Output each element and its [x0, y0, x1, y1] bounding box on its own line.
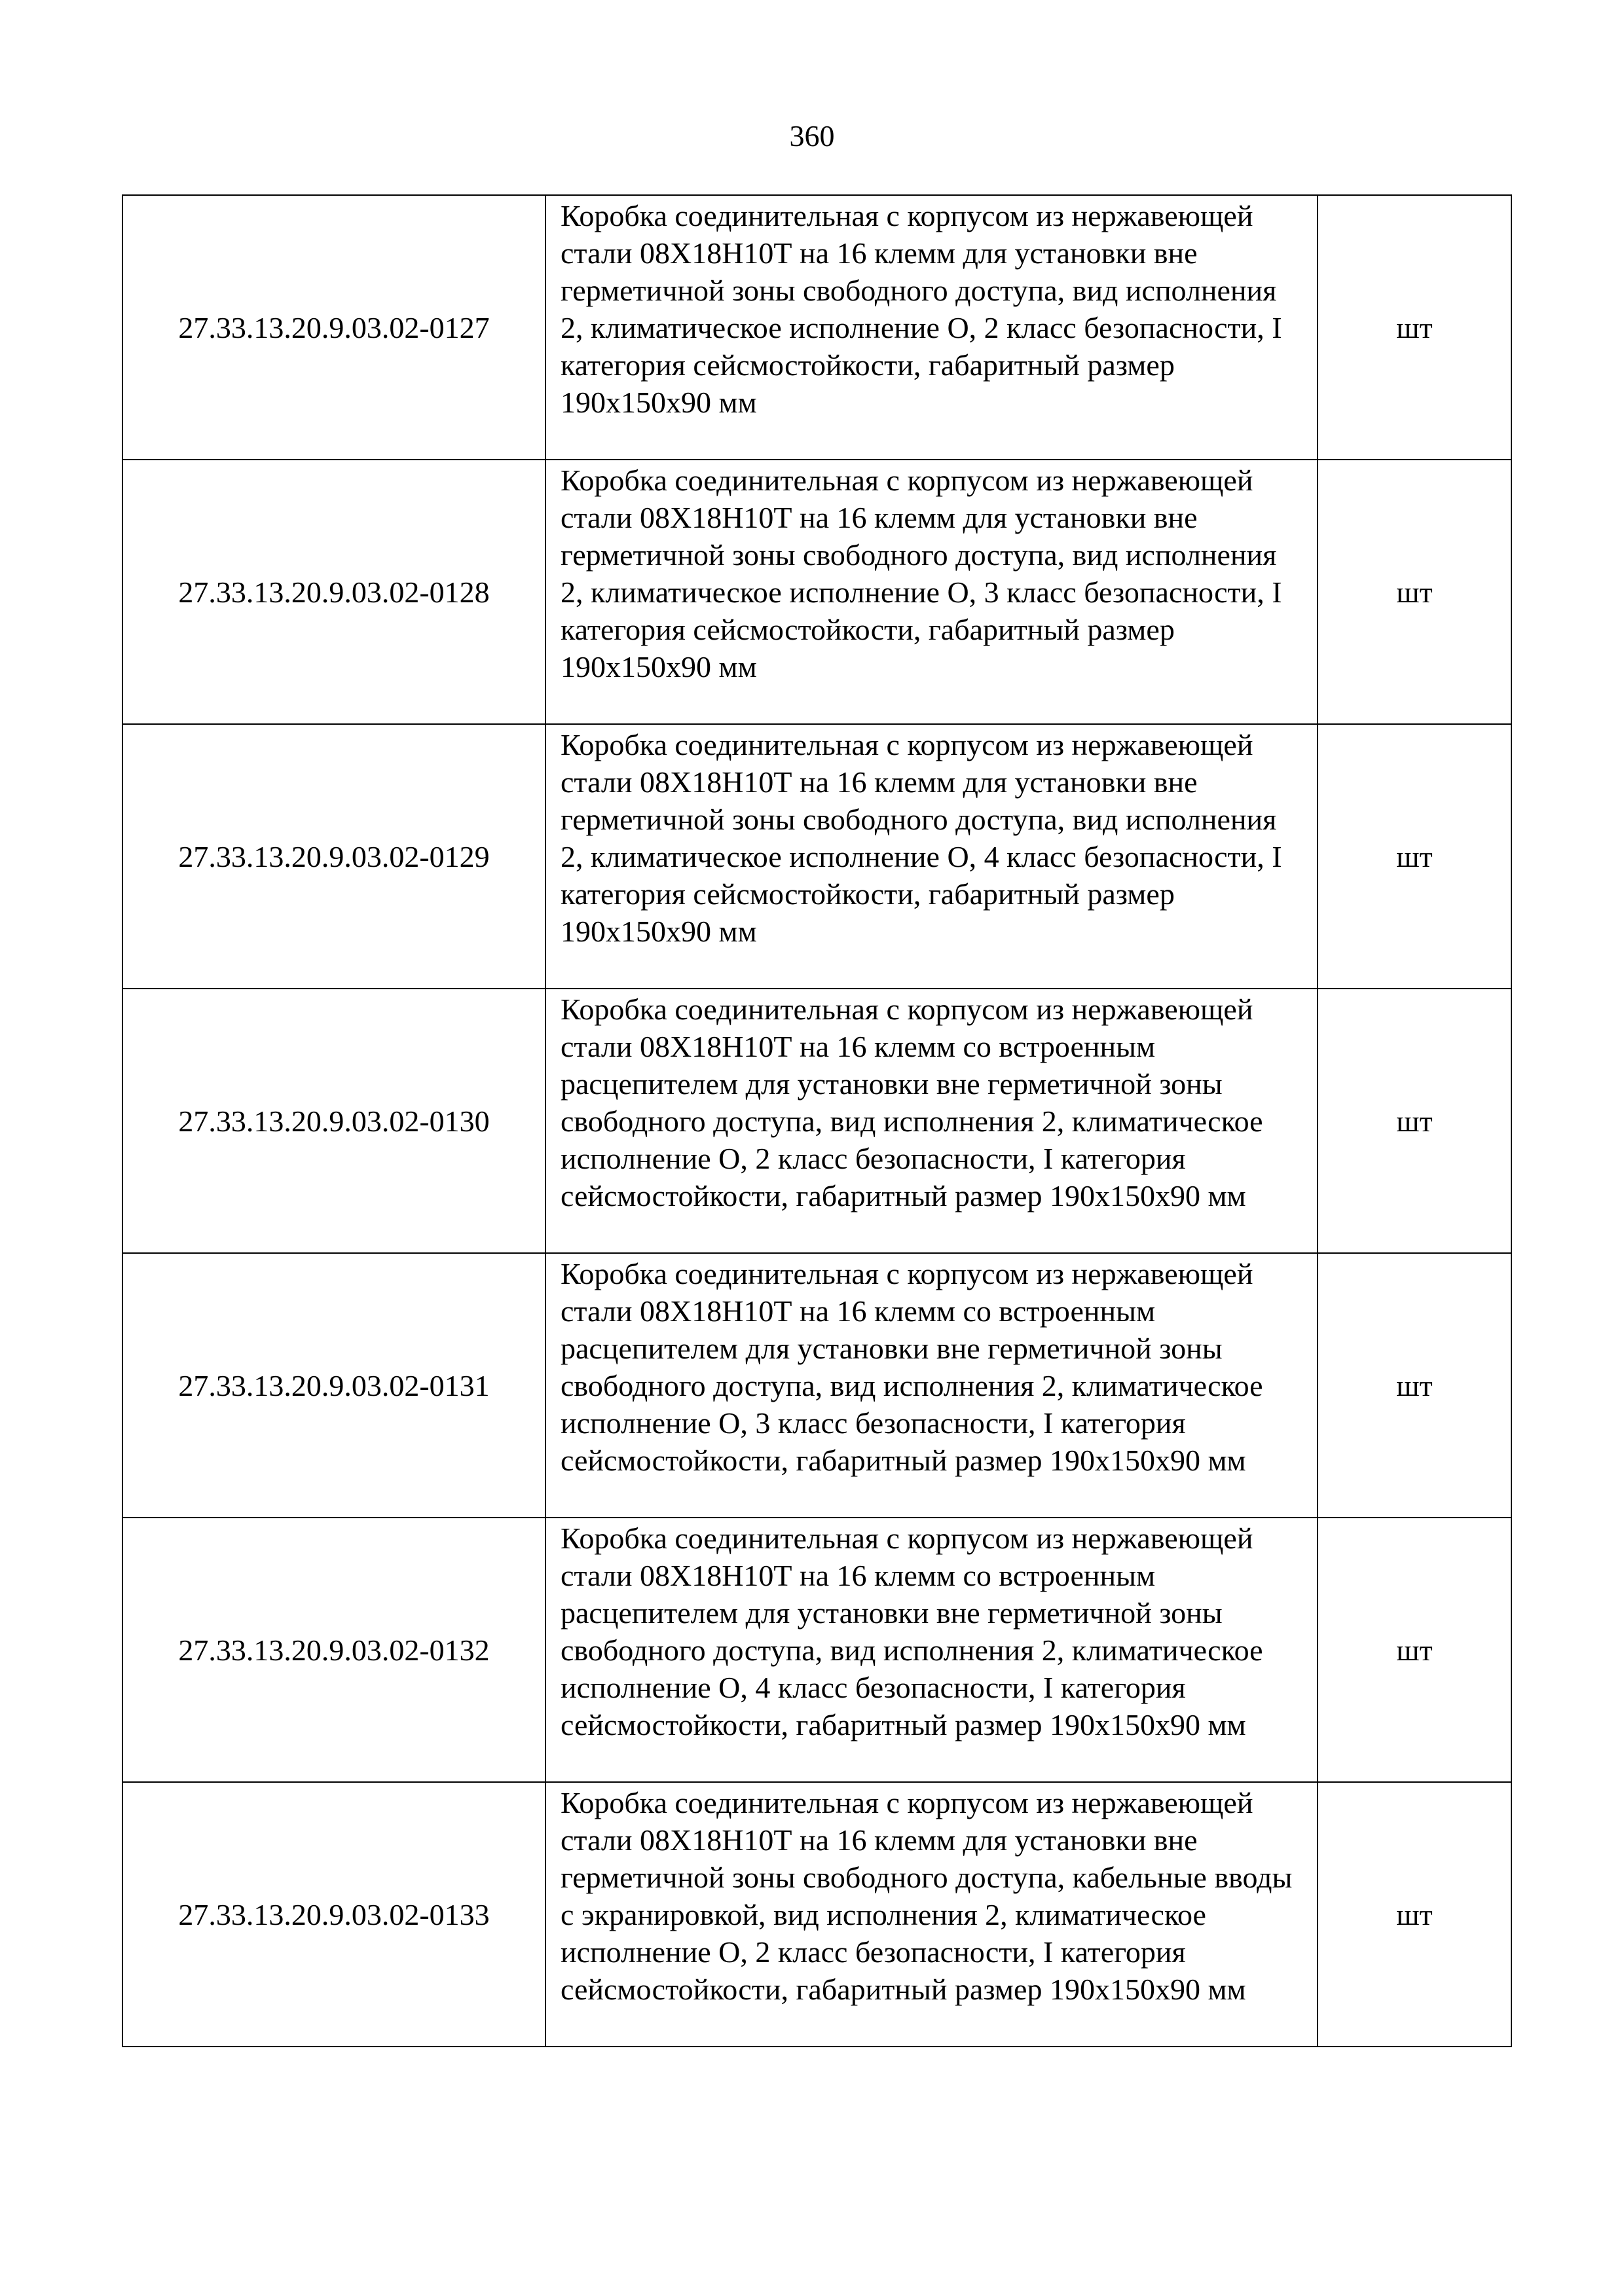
item-code: 27.33.13.20.9.03.02-0128 [122, 460, 545, 724]
item-unit: шт [1318, 724, 1511, 989]
item-description: Коробка соединительная с корпусом из нержавеющей стали 08Х18Н10Т на 16 клемм со встроенным расцепителем для установки вне герметичной зоны свободного доступа, вид исполнения 2, климатическое исполнение О, 2 класс безопасности, I категория сейсмостойкости, габаритный размер 190х150х90 мм [561, 993, 1263, 1212]
item-description-cell [545, 1518, 1318, 1782]
item-description: Коробка соединительная с корпусом из нержавеющей стали 08Х18Н10Т на 16 клемм для установки вне герметичной зоны свободного доступа, вид исполнения 2, климатическое исполнение О, 4 класс безопасности, I категория сейсмостойкости, габаритный размер 190х150х90 мм [561, 728, 1282, 948]
item-description-cell [545, 1782, 1318, 2047]
item-code: 27.33.13.20.9.03.02-0129 [122, 724, 545, 989]
item-description-cell [545, 989, 1318, 1253]
item-code: 27.33.13.20.9.03.02-0130 [122, 989, 545, 1253]
item-description: Коробка соединительная с корпусом из нержавеющей стали 08Х18Н10Т на 16 клемм со встроенным расцепителем для установки вне герметичной зоны свободного доступа, вид исполнения 2, климатическое исполнение О, 4 класс безопасности, I категория сейсмостойкости, габаритный размер 190х150х90 мм [561, 1522, 1263, 1741]
table-row [122, 1782, 1511, 2047]
item-code: 27.33.13.20.9.03.02-0131 [122, 1253, 545, 1518]
table-row [122, 724, 1511, 989]
item-code: 27.33.13.20.9.03.02-0133 [122, 1782, 545, 2047]
item-description-cell [545, 195, 1318, 460]
item-description: Коробка соединительная с корпусом из нержавеющей стали 08Х18Н10Т на 16 клемм со встроенным расцепителем для установки вне герметичной зоны свободного доступа, вид исполнения 2, климатическое исполнение О, 3 класс безопасности, I категория сейсмостойкости, габаритный размер 190х150х90 мм [561, 1257, 1263, 1477]
item-unit: шт [1318, 1782, 1511, 2047]
item-unit: шт [1318, 989, 1511, 1253]
item-description: Коробка соединительная с корпусом из нержавеющей стали 08Х18Н10Т на 16 клемм для установки вне герметичной зоны свободного доступа, вид исполнения 2, климатическое исполнение О, 2 класс безопасности, I категория сейсмостойкости, габаритный размер 190х150х90 мм [561, 199, 1282, 419]
table-row [122, 460, 1511, 724]
item-code: 27.33.13.20.9.03.02-0132 [122, 1518, 545, 1782]
item-unit: шт [1318, 1518, 1511, 1782]
item-unit: шт [1318, 195, 1511, 460]
table-row [122, 989, 1511, 1253]
item-description-cell [545, 1253, 1318, 1518]
item-description-cell [545, 724, 1318, 989]
table-row [122, 1253, 1511, 1518]
table-row [122, 195, 1511, 460]
table-row [122, 1518, 1511, 1782]
item-description: Коробка соединительная с корпусом из нержавеющей стали 08Х18Н10Т на 16 клемм для установки вне герметичной зоны свободного доступа, вид исполнения 2, климатическое исполнение О, 3 класс безопасности, I категория сейсмостойкости, габаритный размер 190х150х90 мм [561, 464, 1282, 683]
item-unit: шт [1318, 1253, 1511, 1518]
catalog-table [122, 194, 1512, 2047]
page-number: 360 [789, 119, 835, 153]
item-unit: шт [1318, 460, 1511, 724]
item-code: 27.33.13.20.9.03.02-0127 [122, 195, 545, 460]
item-description: Коробка соединительная с корпусом из нержавеющей стали 08Х18Н10Т на 16 клемм для установки вне герметичной зоны свободного доступа, кабельные вводы с экранировкой, вид исполнения 2, климатическое исполнение О, 2 класс безопасности, I категория сейсмостойкости, габаритный размер 190х150х90 мм [561, 1786, 1293, 2006]
item-description-cell [545, 460, 1318, 724]
